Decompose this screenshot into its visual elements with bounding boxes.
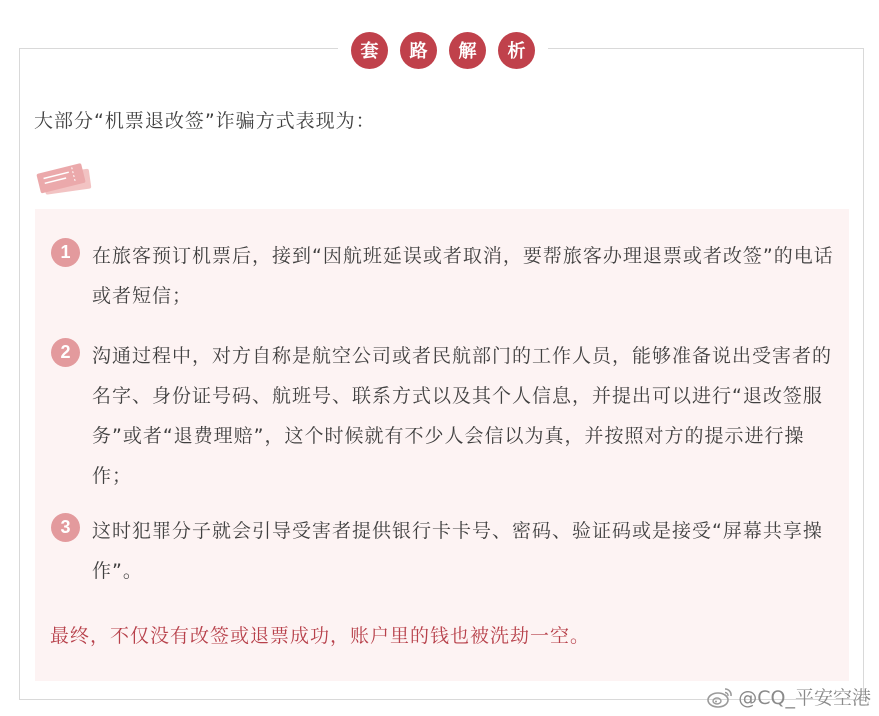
conclusion-text: 最终，不仅没有改签或退票成功，账户里的钱也被洗劫一空。 (50, 625, 591, 647)
section-title (338, 30, 548, 70)
watermark-text: @CQ_平安空港 (738, 687, 871, 709)
item-number-badge: 1 (51, 238, 80, 267)
intro-text: 大部分“机票退改签”诈骗方式表现为： (34, 110, 376, 132)
title-char-2: 路 (400, 32, 437, 69)
weibo-icon (706, 685, 734, 709)
item-number-badge: 2 (51, 338, 80, 367)
ticket-icon (36, 162, 94, 198)
item-text: 沟通过程中，对方自称是航空公司或者民航部门的工作人员，能够准备说出受害者的名字、身份证号码、航班号、联系方式以及其个人信息，并提出可以进行“退改签服务”或者“退费理赔”，这个时候就有不少人会信以为真，并按照对方的提示进行操作； (92, 345, 833, 487)
title-char-3: 解 (449, 32, 486, 69)
watermark (706, 683, 871, 710)
title-char-1: 套 (351, 32, 388, 69)
title-char-4: 析 (498, 32, 535, 69)
item-text: 在旅客预订机票后，接到“因航班延误或者取消，要帮旅客办理退票或者改签”的电话或者短信； (92, 245, 834, 307)
analysis-panel (35, 209, 849, 681)
item-text: 这时犯罪分子就会引导受害者提供银行卡卡号、密码、验证码或是接受“屏幕共享操作”。 (92, 520, 823, 582)
item-number-badge: 3 (51, 513, 80, 542)
